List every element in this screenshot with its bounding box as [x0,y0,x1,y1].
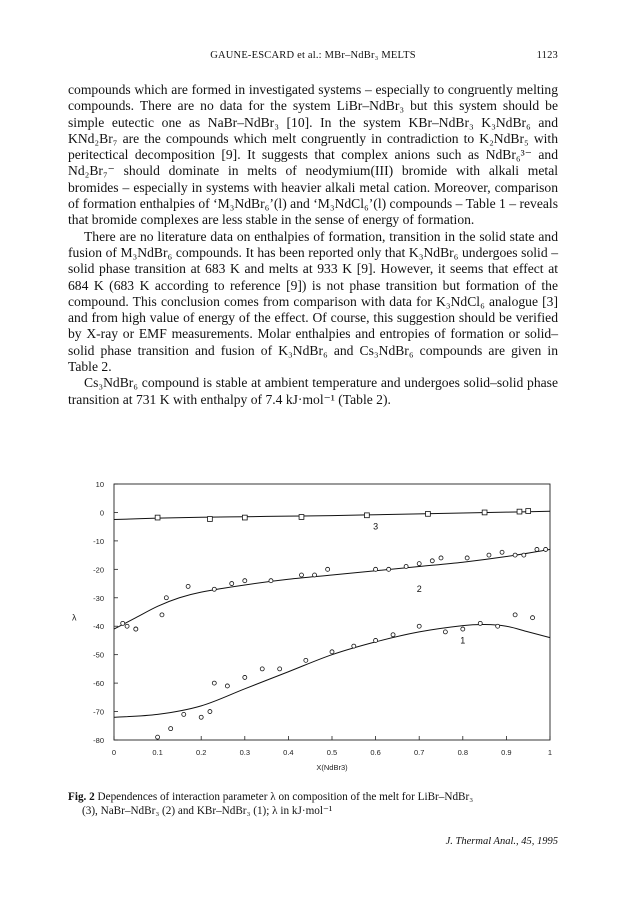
paragraph-1: compounds which are formed in investigated systems – especially to congruently melting compounds. There are no data for the system LiBr–NdBr₃ but this system should be simple eutectic one as NaBr–NdBr₃ [10]. In the system KBr–NdBr₃ K₃NdBr₆ and KNd₂Br₇ are the compounds which melt congruently in contradiction to K₂NdBr₅ with peritectical decomposition [9]. It suggests that complex anions such as NdBr₆³⁻ and Nd₂Br₇⁻ should dominate in melts of neodymium(III) bromide with alkali metal bromides – especially in systems with heavier alkali metal cation. Moreover, comparison of formation enthalpies of ‘M₃NdBr₆’(l) and ‘M₃NdCl₆’(l) compounds – Table 1 – reveals that bromide complexes are less stable in the sense of energy of formation. [68,82,558,228]
series-2-point [160,613,164,617]
figure-caption [68,790,558,818]
x-tick-label: 1 [547,748,553,757]
series-3-point [426,511,431,516]
x-tick-label: 0.6 [370,748,381,757]
page-number: 1123 [536,50,558,61]
series-2-point [487,553,491,557]
series-1-point [330,650,334,654]
series-2-point [387,567,391,571]
paragraph-2: There are no literature data on enthalpies of formation, transition in the solid state and fusion of M₃NdBr₆ compounds. It has been reported only that K₃NdBr₆ undergoes solid –solid phase transition at 683 K and melts at 933 K [9]. However, it seems that effect at 684 K (683 K according to reference [9]) is not phase transition but formation of the compound. This conclusion comes from comparison with data for K₃NdCl₆ analogue [3] and from high value of energy of the effect. Of course, this suggestion should be verified by X-ray or EMF measurements. Molar enthalpies and entropies of formation or solid–solid phase transition and fusion of K₃NdBr₆ and Cs₃NdBr₆ compounds are given in Table 2. [68,228,558,375]
series-3-point [155,515,160,520]
series-1-point [417,624,421,628]
figure-2 [70,478,560,778]
series-1-point [443,630,447,634]
y-tick-label: -50 [93,650,104,660]
series-2-point [404,564,408,568]
series-2-point [430,559,434,563]
series-1-point [260,667,264,671]
series-2-curve [114,549,550,629]
series-1-point [461,627,465,631]
plot-frame [114,484,550,740]
series-2-point [121,621,125,625]
y-tick-label: -80 [93,736,104,745]
series-1-point [352,644,356,648]
running-title: GAUNE-ESCARD et al.: MBr–NdBr₃ MELTS [210,50,416,61]
x-tick-label: 0.3 [239,748,251,757]
series-1-point [374,638,378,642]
series-1-point [208,710,212,714]
series-3-point [364,513,369,518]
series-1-point [125,624,129,628]
series-2-point [164,596,168,600]
series-3-point [242,515,247,520]
paragraph-3: Cs₃NdBr₆ compound is stable at ambient temperature and undergoes solid–solid phase transition at 731 K with enthalpy of 7.4 kJ·mol⁻¹ (Table 2). [68,375,558,407]
y-tick-label: -20 [93,565,104,575]
series-2-point [186,584,190,588]
series-3-point [482,510,487,515]
series-2-point [212,587,216,591]
series-1-point [212,681,216,685]
series-1-point [169,727,173,731]
series-2-point [465,556,469,560]
series-1-point [225,684,229,688]
series-2-point [313,573,317,577]
y-tick-label: -60 [93,679,104,689]
series-1-point [496,624,500,628]
y-tick-label: 10 [95,480,104,489]
x-axis-label: X(NdBr3) [316,763,348,772]
y-tick-label: 0 [99,508,104,518]
caption-text: Dependences of interaction parameter λ on composition of the melt for LiBr–NdBr₃ [97,791,474,803]
series-1-point [199,715,203,719]
series-2-point [535,547,539,551]
series-1-point [156,735,160,739]
series-1-point [478,621,482,625]
series-2-point [230,582,234,586]
series-3-label: 3 [373,521,379,532]
series-3-point [208,517,213,522]
series-3-point [517,509,522,514]
x-tick-label: 0.8 [457,748,469,757]
series-2-point [544,547,548,551]
running-header [68,50,558,66]
series-2-point [417,562,421,566]
x-tick-label: 0.9 [501,748,512,757]
series-1-point [278,667,282,671]
series-1-point [182,712,186,716]
body-text [68,82,558,408]
series-2-point [500,550,504,554]
series-3-point [526,509,531,514]
series-1-point [391,633,395,637]
series-2-point [439,556,443,560]
series-2-point [513,553,517,557]
y-tick-label: -40 [93,622,104,632]
x-tick-label: 0.7 [413,748,425,757]
y-tick-label: -30 [93,593,104,603]
y-tick-label: -70 [93,707,104,717]
series-2-point [299,573,303,577]
y-tick-label: -10 [93,536,104,546]
x-tick-label: 0.5 [326,748,338,757]
series-1-point [243,675,247,679]
series-2-point [522,553,526,557]
series-2-point [243,579,247,583]
journal-footer: J. Thermal Anal., 45, 1995 [445,836,558,847]
series-1-label: 1 [460,635,466,646]
x-tick-label: 0.4 [283,748,294,757]
caption-text-cont: (3), NaBr–NdBr₃ (2) and KBr–NdBr₃ (1); λ in kJ·mol⁻¹ [82,805,333,817]
x-tick-label: 0 [111,748,117,757]
series-1-point [134,627,138,631]
series-1-point [531,616,535,620]
series-2-point [269,579,273,583]
series-1-curve [114,624,550,717]
x-tick-label: 0.2 [195,748,207,757]
y-axis-label: λ [72,612,77,623]
series-2-point [374,567,378,571]
series-3-point [299,515,304,520]
caption-label: Fig. 2 [68,791,95,803]
series-1-point [304,658,308,662]
lambda-composition-chart [70,478,560,778]
x-tick-label: 0.1 [152,748,163,757]
series-2-point [326,567,330,571]
series-1-point [513,613,517,617]
series-2-label: 2 [416,584,422,595]
